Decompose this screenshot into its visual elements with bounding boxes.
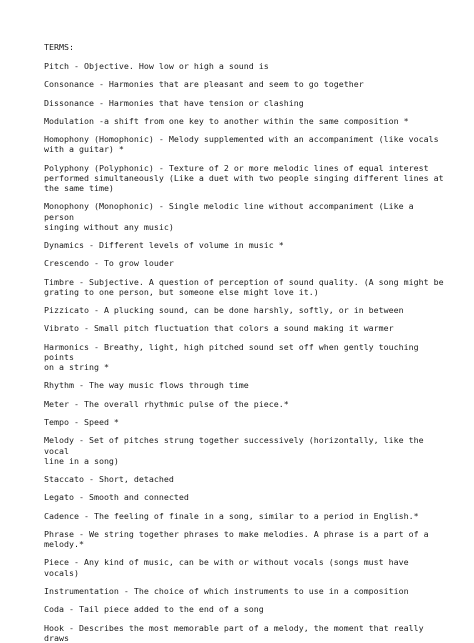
terms-list [44,61,444,643]
term-entry: Pitch - Objective. How low or high a sound is [44,61,269,71]
term-entry: Meter - The overall rhythmic pulse of the piece.* [44,398,289,409]
term-entry: Instrumentation - The choice of which instruments to use in a composition [44,585,409,596]
term-entry: Hook - Describes the most memorable part of a melody, the moment that really draws [44,622,429,643]
term-entry: Modulation -a shift from one key to another within the same composition * [44,115,409,126]
term-entry: Pizzicato - A plucking sound, can be done harshly, softly, or in between [44,305,404,316]
term-entry: Timbre - Subjective. A question of perception of sound quality. (A song might be grating to one person, but someone else might love it.) [44,276,444,297]
term-entry: Monophony (Monophonic) - Single melodic line without accompaniment (Like a person singing without any music) [44,201,414,232]
term-entry: Harmonics - Breathy, light, high pitched sound set off when gently touching points on a string * [44,341,419,373]
term-entry: Rhythm - The way music flows through time [44,380,249,391]
term-entry: Staccato - Short, detached [44,474,174,485]
term-entry: Homophony (Homophonic) - Melody supplemented with an accompaniment (like vocals with a guitar) * [44,134,439,155]
term-entry: Crescendo - To grow louder [44,258,174,269]
term-entry: Piece - Any kind of music, can be with or without vocals (songs must have vocals) [44,557,414,578]
term-entry: Coda - Tail piece added to the end of a song [44,604,264,615]
term-entry: Consonance - Harmonies that are pleasant and seem to go together [44,79,364,90]
term-entry: Dissonance - Harmonies that have tension or clashing [44,97,304,108]
term-entry: Melody - Set of pitches strung together successively (horizontally, like the vocal line in a song) [44,435,424,466]
term-entry: Legato - Smooth and connected [44,492,189,503]
term-entry: Phrase - We string together phrases to make melodies. A phrase is a part of a melody.* [44,528,429,550]
term-entry: Vibrato - Small pitch fluctuation that colors a sound making it warmer [44,323,394,334]
document-heading: TERMS: [44,42,74,52]
term-entry: Dynamics - Different levels of volume in music * [44,240,284,251]
term-entry: Cadence - The feeling of finale in a song, similar to a period in English.* [44,510,419,521]
term-entry: Polyphony (Polyphonic) - Texture of 2 or more melodic lines of equal interest performed simultaneously (Like a duet with two people singing different lines at the same time) [44,162,444,194]
term-entry: Tempo - Speed * [44,417,119,428]
